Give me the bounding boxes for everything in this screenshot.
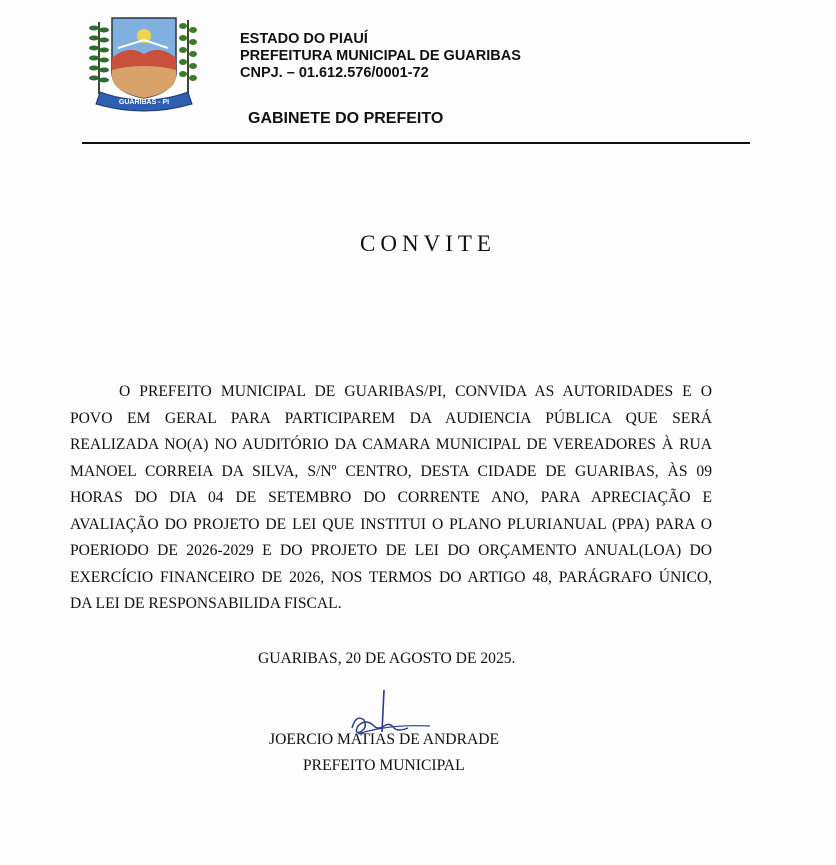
state-name: ESTADO DO PIAUÍ [240, 31, 368, 47]
body-line: O PREFEITO MUNICIPAL DE GUARIBAS/PI, CONVIDA AS AUTORIDADES E O [119, 383, 712, 400]
body-line: HORAS DO DIA 04 DE SETEMBRO DO CORRENTE ANO, PARA APRECIAÇÃO E [70, 489, 712, 506]
header-divider [82, 142, 750, 144]
invitation-body [70, 379, 712, 618]
letterhead [240, 31, 521, 82]
signer-role: PREFEITO MUNICIPAL [303, 757, 465, 774]
crest-ribbon-text: GUARIBAS - PI [118, 99, 170, 106]
left-branch-icon [89, 22, 109, 94]
dateline: GUARIBAS, 20 DE AGOSTO DE 2025. [258, 650, 516, 667]
body-line: POERIODO DE 2026-2029 E DO PROJETO DE LEI DO ORÇAMENTO ANUAL(LOA) DO [70, 542, 712, 559]
body-line: REALIZADA NO(A) NO AUDITÓRIO DA CAMARA MUNICIPAL DE VEREADORES À RUA [70, 436, 712, 453]
body-line: MANOEL CORREIA DA SILVA, S/Nº CENTRO, DESTA CIDADE DE GUARIBAS, ÀS 09 [70, 462, 712, 480]
municipal-coat-of-arms-icon [88, 14, 200, 114]
right-branch-icon [179, 20, 197, 94]
municipality-name: PREFEITURA MUNICIPAL DE GUARIBAS [240, 48, 521, 64]
cnpj-number: CNPJ. – 01.612.576/0001-72 [240, 65, 429, 81]
body-line: DA LEI DE RESPONSABILIDA FISCAL. [70, 595, 342, 612]
body-line: AVALIAÇÃO DO PROJETO DE LEI QUE INSTITUI O PLANO PLURIANUAL (PPA) PARA O [70, 515, 712, 533]
document-title: CONVITE [360, 231, 496, 256]
signer-name: JOERCIO MATIAS DE ANDRADE [269, 731, 500, 748]
body-line: EXERCÍCIO FINANCEIRO DE 2026, NOS TERMOS DO ARTIGO 48, PARÁGRAFO ÚNICO, [70, 568, 712, 586]
cabinet-name: GABINETE DO PREFEITO [248, 110, 444, 127]
body-line: POVO EM GERAL PARA PARTICIPAREM DA AUDIENCIA PÚBLICA QUE SERÁ [70, 409, 712, 427]
